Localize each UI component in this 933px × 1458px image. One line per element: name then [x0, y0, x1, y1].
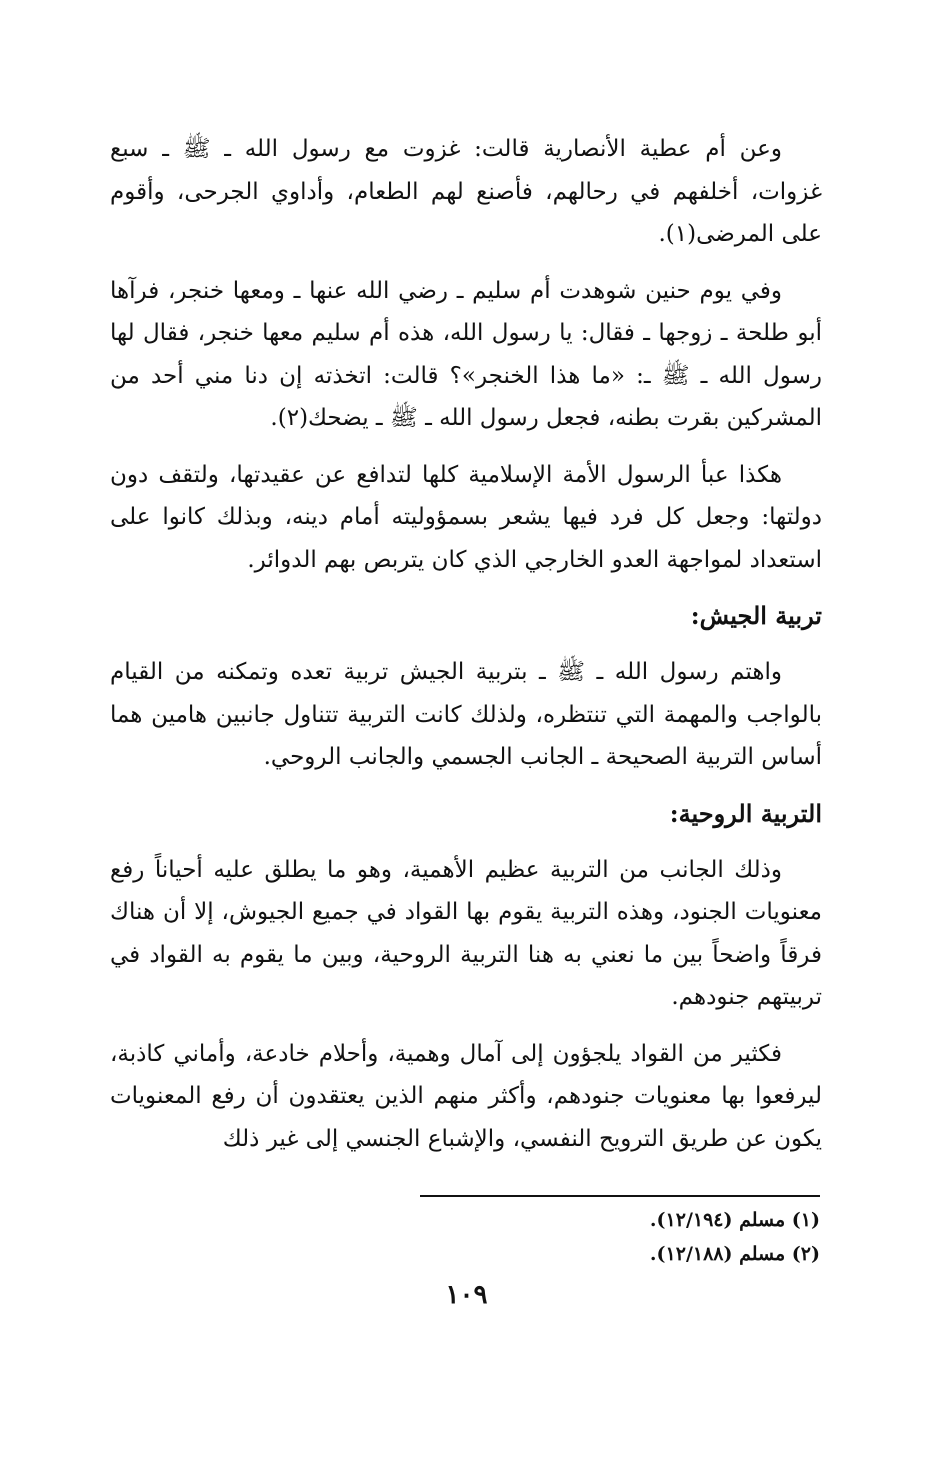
page-number: ١٠٩: [445, 1280, 488, 1310]
footnotes: [420, 1195, 820, 1271]
footnote-1: (١) مسلم (١٢/١٩٤).: [649, 1209, 820, 1231]
paragraph-commanders: فكثير من القواد يلجؤون إلى آمال وهمية، وأحلام خادعة، وأماني كاذبة، ليرفعوا بها معنويات جنودهم، وأكثر منهم الذين يعتقدون أن رفع المعنويات يكون عن طريق الترويح النفسي، والإشباع الجنسي إلى غير ذلك: [110, 1040, 822, 1152]
heading-spiritual-training: التربية الروحية:: [669, 798, 822, 828]
footnote-2: (٢) مسلم (١٢/١٨٨).: [649, 1243, 820, 1265]
paragraph-morale: وذلك الجانب من التربية عظيم الأهمية، وهو ما يطلق عليه أحياناً رفع معنويات الجنود، وهذه التربية يقوم بها القواد في جميع الجيوش، إلا أن هناك فرقاً واضحاً بين ما نعني به هنا التربية الروحية، وبين ما يقوم به القواد في تربيتهم جنودهم.: [110, 856, 822, 1010]
page-body: [110, 128, 822, 1174]
paragraph-mobilization: هكذا عبأ الرسول الأمة الإسلامية كلها لتدافع عن عقيدتها، ولتقف دون دولتها: وجعل كل فرد فيها يشعر بسمؤوليته أمام دينه، وبذلك كانوا على استعداد لمواجهة العدو الخارجي الذي كان يتربص بهم الدوائر.: [110, 461, 822, 573]
paragraph-umm-atiyya: وعن أم عطية الأنصارية قالت: غزوت مع رسول الله ـ ﷺ ـ سبع غزوات، أخلفهم في رحالهم، فأصنع لهم الطعام، وأداوي الجرحى، وأقوم على المرضى(١).: [110, 136, 822, 247]
paragraph-umm-sulaym: وفي يوم حنين شوهدت أم سليم ـ رضي الله عنها ـ ومعها خنجر، فرآها أبو طلحة ـ زوجها ـ فقال: يا رسول الله، هذه أم سليم معها خنجر، فقال لها رسول الله ـ ﷺ ـ: «ما هذا الخنجر»؟ قالت: اتخذته إن دنا مني أحد من المشركين بقرت بطنه، فجعل رسول الله ـ ﷺ ـ يضحك(٢).: [110, 277, 822, 431]
heading-army-training: تربية الجيش:: [690, 601, 822, 630]
paragraph-army-training: واهتم رسول الله ـ ﷺ ـ بتربية الجيش تربية تعده وتمكنه من القيام بالواجب والمهمة التي تنتظره، ولذلك كانت التربية تتناول جانبين هامين هما أساس التربية الصحيحة ـ الجانب الجسمي والجانب الروحي.: [110, 659, 822, 770]
